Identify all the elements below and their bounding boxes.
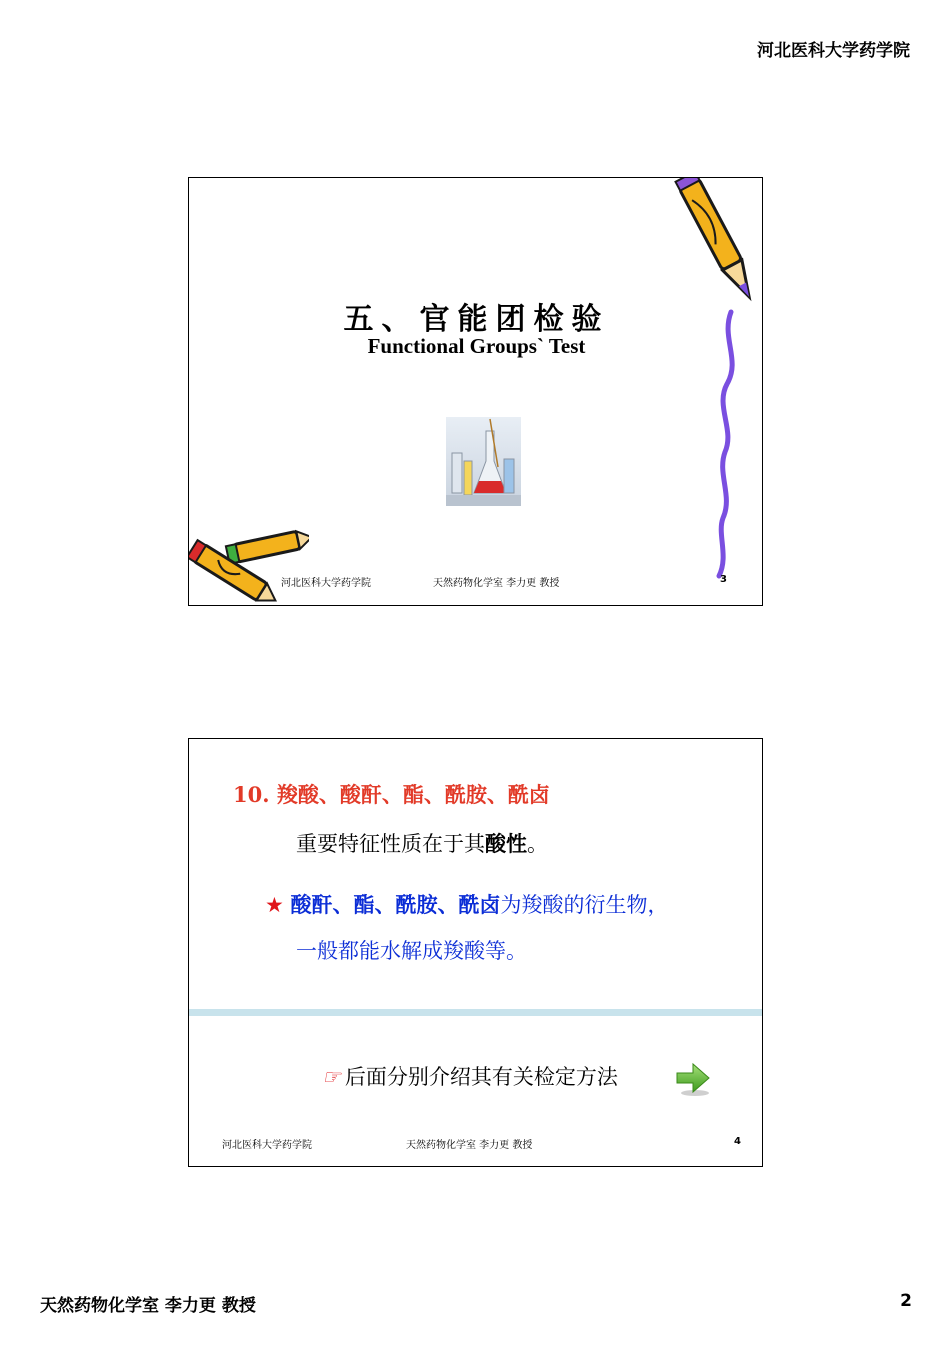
pointing-hand-icon: ☞ <box>322 1065 341 1089</box>
property-line <box>296 828 548 858</box>
page-footer: 天然药物化学室 李力更 教授 <box>40 1296 256 1316</box>
slide-footer-dept: 天然药物化学室 李力更 教授 <box>433 578 560 589</box>
slide-footer-school: 河北医科大学药学院 <box>222 1140 312 1151</box>
slide-heading: 10. 羧酸、酸酐、酯、酰胺、酰卤 <box>233 782 550 807</box>
page-header: 河北医科大学药学院 <box>757 41 910 61</box>
hydrolysis-line: 一般都能水解成羧酸等。 <box>296 939 527 963</box>
derivative-bold-text: 酸酐、酯、酰胺、酰卤 <box>290 892 501 917</box>
slide-footer-school: 河北医科大学药学院 <box>281 578 371 589</box>
next-methods-text: 后面分别介绍其有关检定方法 <box>344 1065 618 1089</box>
slide-title: 五、官能团检验 <box>343 302 610 337</box>
slide-number: 4 <box>734 1136 741 1147</box>
property-text: 重要特征性质在于其 <box>296 832 485 856</box>
divider <box>189 1009 763 1016</box>
slide-number: 3 <box>720 574 727 585</box>
next-arrow-icon[interactable] <box>673 1059 713 1099</box>
property-bold-text: 酸性 <box>485 831 527 856</box>
star-icon: ★ <box>265 893 284 917</box>
property-end: 。 <box>527 832 548 856</box>
pencil-icon <box>189 518 309 606</box>
slide-4 <box>188 738 763 1167</box>
next-methods-line <box>322 1061 618 1091</box>
slide-3 <box>188 177 763 606</box>
pencil-icon <box>659 178 763 588</box>
page-number: 2 <box>900 1291 912 1311</box>
derivative-line <box>265 889 669 919</box>
slide-footer-dept: 天然药物化学室 李力更 教授 <box>406 1140 533 1151</box>
derivative-text: 为羧酸的衍生物， <box>500 893 669 917</box>
lab-flasks-image <box>446 417 521 506</box>
slide-subtitle: Functional Groups` Test <box>367 334 586 358</box>
